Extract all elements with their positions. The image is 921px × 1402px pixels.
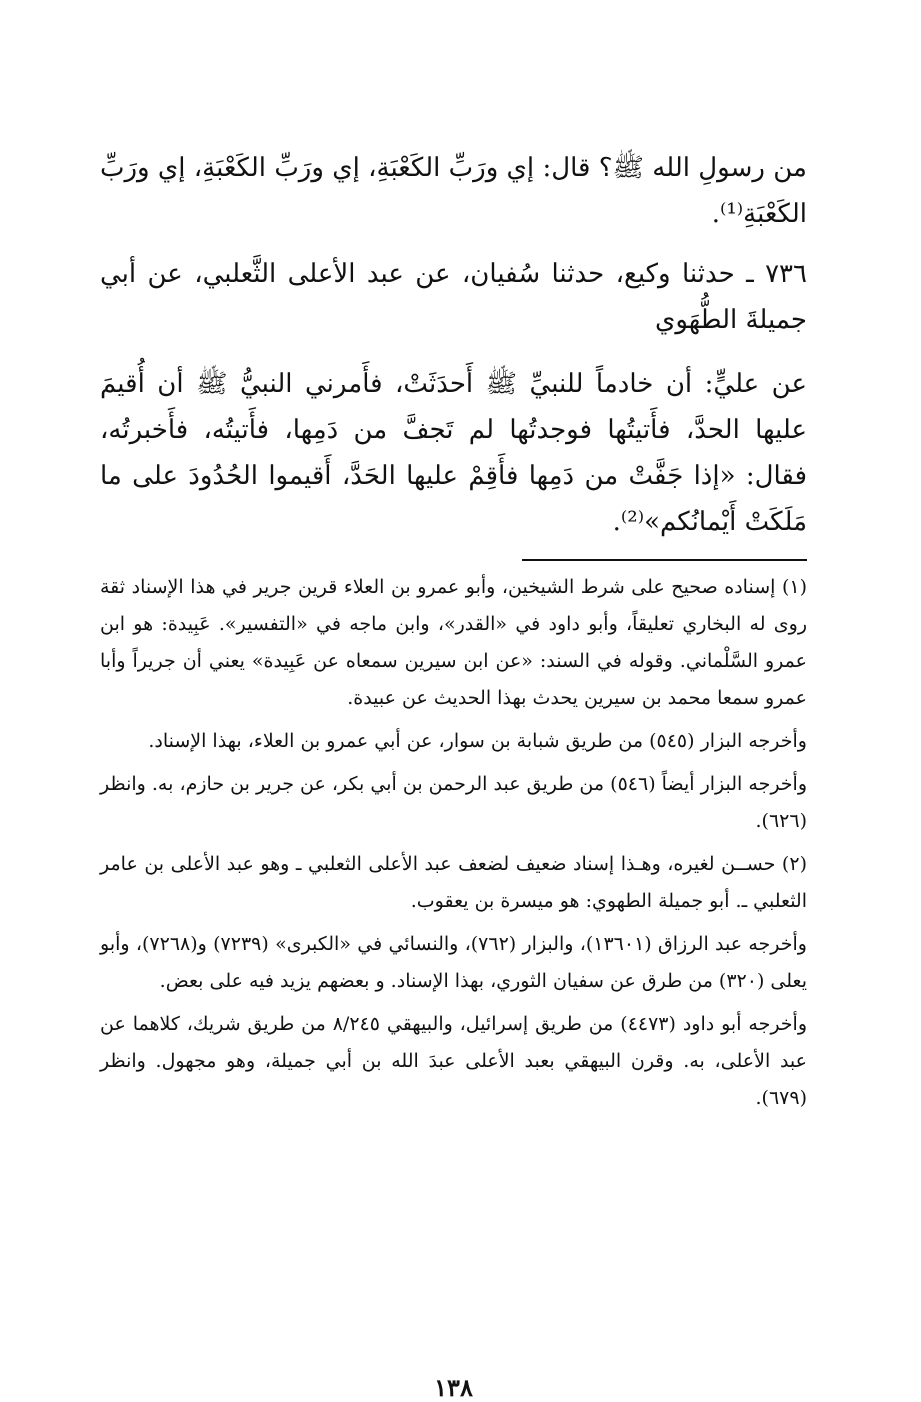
hadith-736-matn: عن عليٍّ: أن خادماً للنبيِّ ﷺ أَحدَثَتْ، فأَمرني النبيُّ ﷺ أن أُقيمَ عليها الحدَّ، فأَتيتُها فوجدتُها لم تَجفَّ من دَمِها، فأَتيتُه، فأَخبرتُه، فقال: «إذا جَفَّتْ من دَمِها فأَقِمْ عليها الحَدَّ، أَقيموا الحُدُودَ على ما مَلَكَتْ أَيْمانُكم»⁽²⁾. xyxy=(100,369,807,537)
footnote-paragraph-6: وأخرجه أبو داود (٤٤٧٣) من طريق إسرائيل، والبيهقي ٨/٢٤٥ من طريق شريك، كلاهما عن عبد الأعلى، به. وقرن البيهقي بعبد الأعلى عبدَ الله بن أبي جميلة، وهو مجهول. وانظر (٦٧٩). xyxy=(100,1013,808,1109)
main-text xyxy=(100,145,807,545)
footnote-paragraph-3: وأخرجه البزار أيضاً (٥٤٦) من طريق عبد الرحمن بن أبي بكر، عن جرير بن حازم، به. وانظر (٦٢٦). xyxy=(100,773,808,832)
footnote-paragraph-5: وأخرجه عبد الرزاق (١٣٦٠١)، والبزار (٧٦٢)، والنسائي في «الكبرى» (٧٢٣٩) و(٧٢٦٨)، وأبو يعلى (٣٢٠) من طرق عن سفيان الثوري، بهذا الإسناد. و بعضهم يزيد فيه على بعض. xyxy=(100,933,807,992)
footnotes xyxy=(100,569,807,1117)
book-page xyxy=(100,145,808,1402)
footnote-paragraph-1: (١) إسناده صحيح على شرط الشيخين، وأبو عمرو بن العلاء قرين جرير في هذا الإسناد ثقة روى له البخاري تعليقاً، وأبو داود في «القدر»، وابن ماجه في «التفسير». عَبِيدة: هو ابن عمرو السَّلْماني. وقوله في السند: «عن ابن سيرين سمعاه عن عَبِيدة» يعني أن جريراً وأبا عمرو سمعا محمد بن سيرين يحدث بهذا الحديث عن عبيدة. xyxy=(100,576,807,709)
hadith-736-isnad: ٧٣٦ ـ حدثنا وكيع، حدثنا سُفيان، عن عبد الأعلى الثَّعلبي، عن أبي جميلةَ الطُّهَوي xyxy=(100,259,807,335)
footnote-paragraph-4: (٢) حســن لغيره، وهـذا إسناد ضعيف لضعف عبد الأعلى الثعلبي ـ وهو عبد الأعلى بن عامر الثعلبي ـ. أبو جميلة الطهوي: هو ميسرة بن يعقوب. xyxy=(100,853,807,912)
footnote-paragraph-2: وأخرجه البزار (٥٤٥) من طريق شبابة بن سوار، عن أبي عمرو بن العلاء، بهذا الإسناد. xyxy=(148,730,807,752)
footnote-separator xyxy=(522,559,807,561)
main-paragraph-1: من رسولِ الله ﷺ؟ قال: إي ورَبِّ الكَعْبَةِ، إي ورَبِّ الكَعْبَةِ، إي ورَبِّ الكَعْبَةِ⁽¹⁾. xyxy=(100,153,807,229)
page-number: ١٣٨ xyxy=(434,1373,473,1402)
